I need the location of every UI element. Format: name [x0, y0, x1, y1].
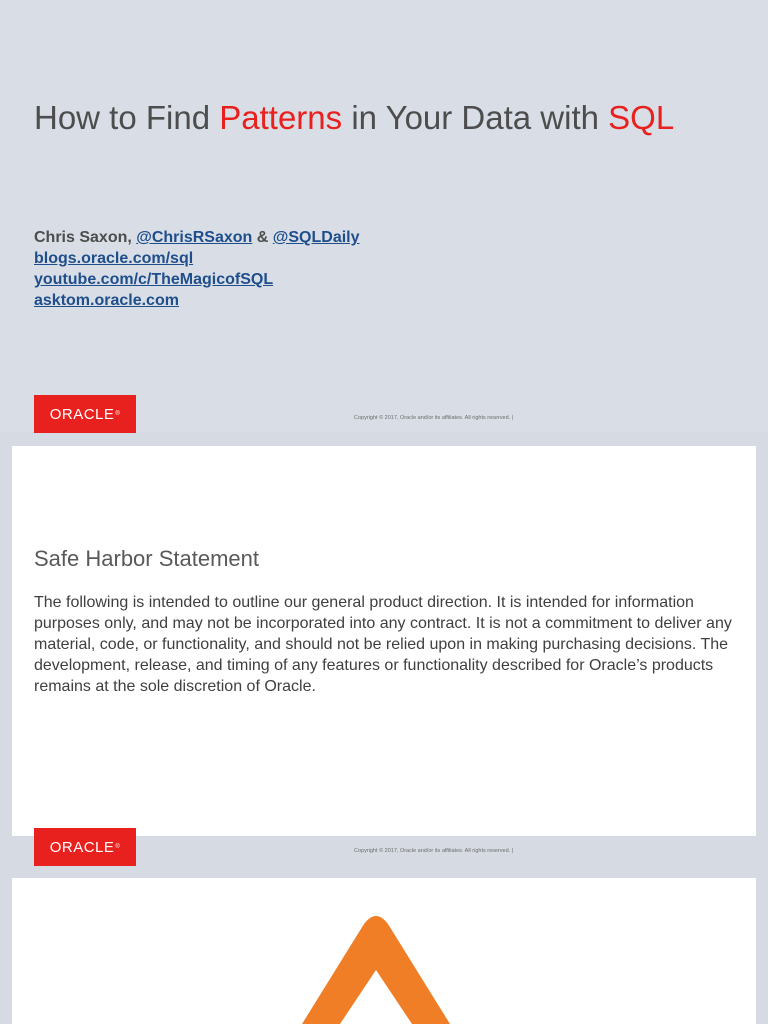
title-slide [0, 0, 768, 432]
twitter-link-chrisrsaxon[interactable]: @ChrisRSaxon [136, 229, 253, 246]
title-highlight-patterns: Patterns [219, 99, 343, 136]
orange-chevron-graphic [12, 878, 756, 1024]
copyright-text: Copyright © 2017, Oracle and/or its affiliates. All rights reserved. | [354, 415, 514, 421]
blog-link[interactable]: blogs.oracle.com/sql [34, 250, 194, 267]
title-part-1: How to Find [34, 99, 220, 136]
title-part-2: in Your Data with [342, 99, 609, 136]
oracle-logo-text: ORACLE [49, 405, 115, 423]
author-block [34, 227, 360, 311]
oracle-logo [34, 828, 136, 866]
asktom-link[interactable]: asktom.oracle.com [34, 292, 179, 309]
copyright-text: Copyright © 2017, Oracle and/or its affiliates. All rights reserved. | [354, 848, 514, 854]
safe-harbor-body: The following is intended to outline our general product direction. It is intended for information purposes only, and may not be incorporated into any contract. It is not a commitment to deliver any material, code, or functionality, and should not be relied upon in making purchasing decisions. The development, release, and timing of any features or functionality described for Oracle’s products remains at the sole discretion of Oracle. [34, 594, 732, 695]
oracle-logo-text: ORACLE [49, 838, 115, 856]
oracle-logo [34, 395, 136, 433]
author-line [34, 227, 360, 248]
safe-harbor-title: Safe Harbor Statement [34, 546, 260, 571]
registered-mark: ® [115, 844, 121, 850]
twitter-link-sqldaily[interactable]: @SQLDaily [272, 229, 360, 246]
slide-title [34, 96, 754, 140]
ampersand: & [252, 229, 273, 246]
youtube-link[interactable]: youtube.com/c/TheMagicofSQL [34, 271, 274, 288]
safe-harbor-slide [12, 446, 756, 836]
title-highlight-sql: SQL [608, 99, 675, 136]
next-slide [12, 878, 756, 1024]
author-name: Chris Saxon, [34, 229, 137, 246]
orange-chevron-shape [302, 916, 450, 1024]
slide2-footer [0, 836, 768, 866]
registered-mark: ® [115, 411, 121, 417]
